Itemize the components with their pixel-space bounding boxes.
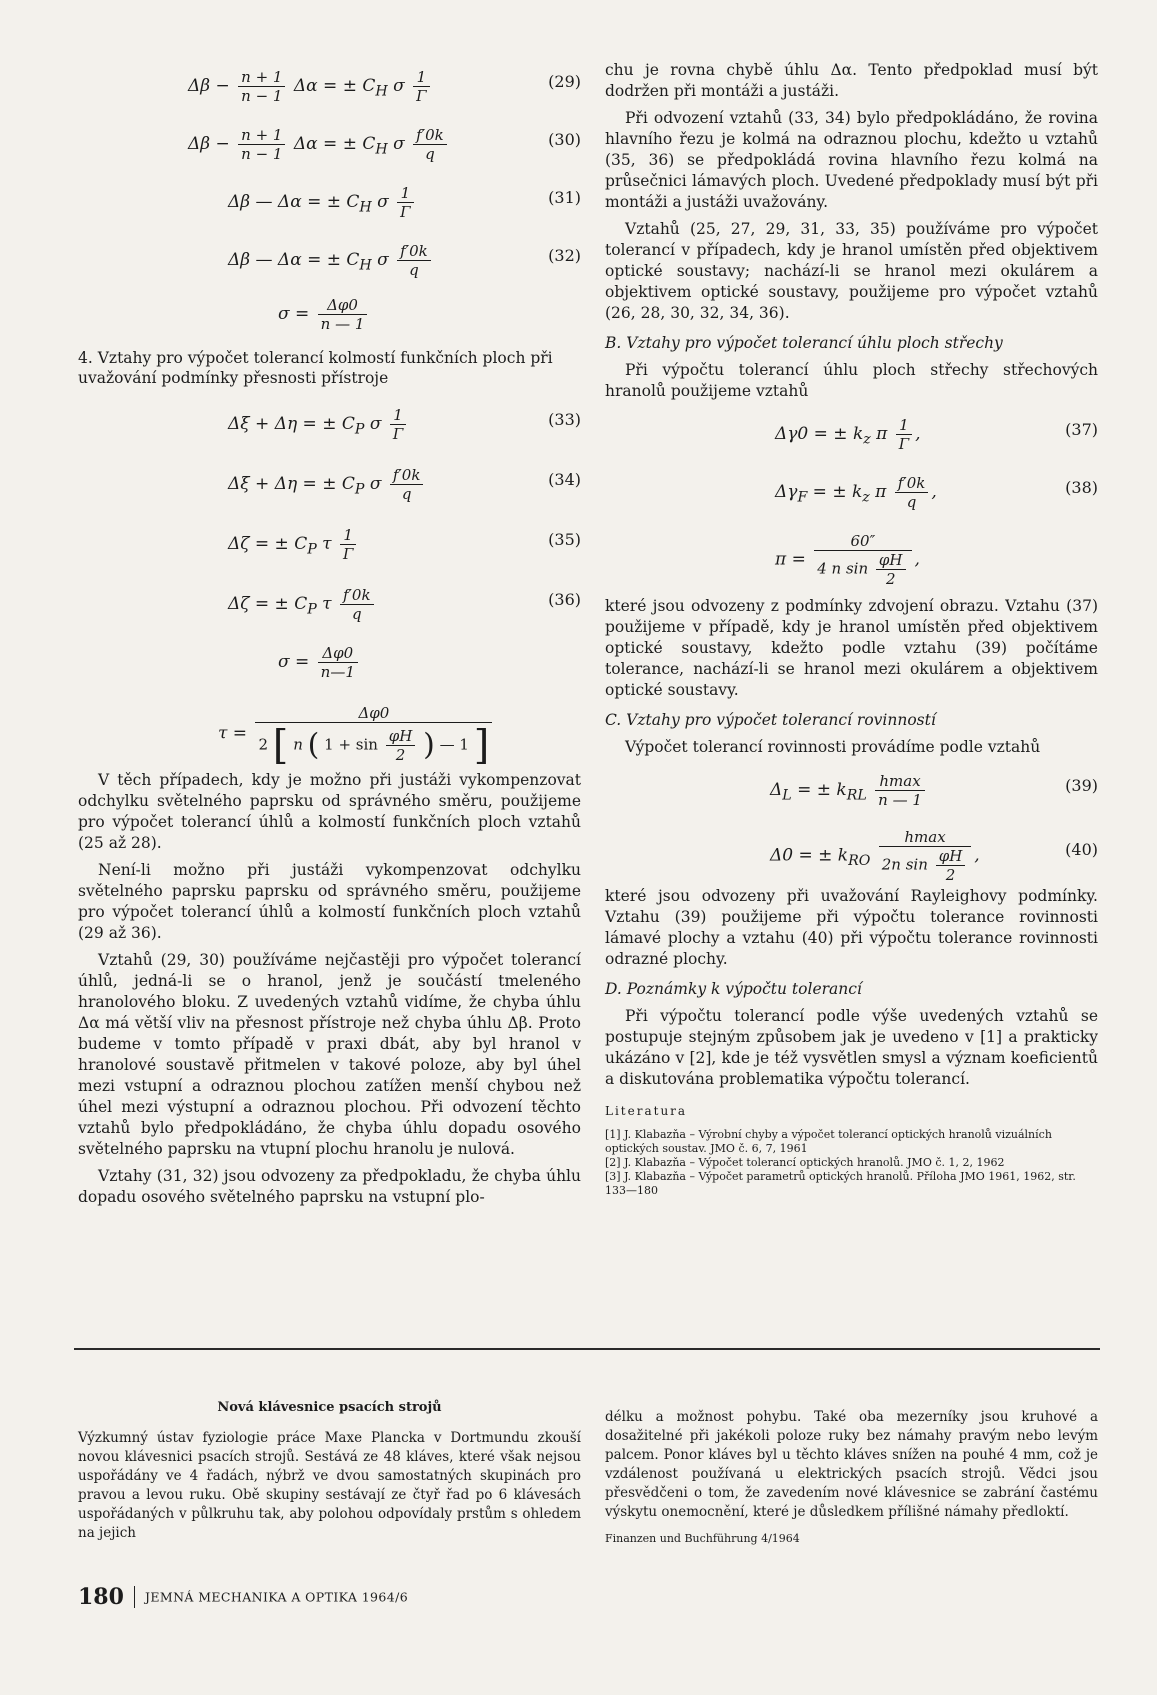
fraction-num: f′0k bbox=[397, 242, 431, 261]
fraction bbox=[397, 184, 413, 221]
eq-text: Δγ bbox=[775, 482, 798, 502]
eq-sub: RO bbox=[848, 852, 871, 869]
eq-text: τ = bbox=[218, 723, 248, 744]
fraction-den: 2 bbox=[885, 570, 896, 588]
eq-sub: z bbox=[862, 489, 870, 506]
fraction-den bbox=[879, 847, 972, 884]
eq-sub: H bbox=[359, 199, 372, 216]
equation-29 bbox=[78, 60, 581, 106]
fraction bbox=[896, 416, 912, 453]
equation-sigma-2 bbox=[78, 636, 581, 682]
section-c-heading: C. Vztahy pro výpočet tolerancí rovinností bbox=[605, 711, 936, 729]
fraction-num: f′0k bbox=[340, 586, 374, 605]
eq-sub: F bbox=[797, 489, 808, 506]
fraction-num: 1 bbox=[340, 526, 356, 545]
eq-sub: H bbox=[359, 257, 372, 274]
eq-text: Δγ0 = ± k bbox=[775, 424, 864, 444]
fraction-num: Δφ0 bbox=[318, 296, 368, 315]
eq-text: Δβ — Δα = ± C bbox=[228, 192, 360, 212]
fraction-den: Γ bbox=[392, 425, 404, 443]
eq-text: — 1 bbox=[439, 735, 469, 754]
equation-pi bbox=[605, 524, 1098, 588]
fraction-den: q bbox=[906, 493, 917, 511]
equation-sigma bbox=[78, 288, 581, 334]
fraction bbox=[318, 644, 358, 681]
equation-number: (39) bbox=[1065, 776, 1098, 795]
eq-text: π = bbox=[775, 549, 806, 570]
eq-text: , bbox=[974, 845, 980, 866]
fraction bbox=[390, 466, 424, 503]
fraction bbox=[390, 406, 406, 443]
equation-number: (38) bbox=[1065, 478, 1098, 497]
fraction-num: 60″ bbox=[814, 532, 911, 551]
fraction-den: Γ bbox=[342, 545, 354, 563]
eq-text: 1 + sin bbox=[324, 735, 378, 754]
fraction bbox=[386, 727, 416, 764]
eq-text: 4 n sin bbox=[817, 559, 869, 578]
eq-text: σ bbox=[369, 414, 382, 434]
fraction-den: q bbox=[409, 261, 419, 279]
eq-text: Δβ − bbox=[188, 134, 230, 154]
news-text: Výzkumný ústav fyziologie práce Maxe Plancka v Dortmundu zkouší novou klávesnici psacích strojů. Sestává ze 48 kláves, které však nejsou uspořádány ve 4 řadách, nýbrž ve dvou samostatných skupinách pro pravou a levou ruku. Obě skupiny sestávají ze čtyř řad po 6 klávesách uspořádaných v půlkruhu tak, aby polohou odpovídaly prstům s ohledem na jejich bbox=[78, 1430, 581, 1541]
equation-number: (30) bbox=[548, 130, 581, 149]
fraction bbox=[879, 828, 972, 884]
fraction-num: f′0k bbox=[895, 474, 929, 493]
equation-number: (29) bbox=[548, 72, 581, 91]
eq-text: Δα = ± C bbox=[293, 76, 376, 96]
fraction-den bbox=[814, 551, 911, 588]
paragraph: Vztahy (31, 32) jsou odvozeny za předpokladu, že chyba úhlu dopadu osového světelného paprsku na vstupní plo- bbox=[78, 1167, 581, 1206]
fraction-den: Γ bbox=[898, 435, 910, 453]
eq-text: , bbox=[931, 482, 937, 502]
fraction-den: n — 1 bbox=[320, 315, 365, 333]
fraction-num: f′0k bbox=[413, 126, 447, 145]
journal-name: JEMNÁ MECHANIKA A OPTIKA 1964/6 bbox=[144, 1589, 409, 1605]
paragraph: chu je rovna chybě úhlu Δα. Tento předpoklad musí být dodržen při montáži a justáži. bbox=[605, 61, 1098, 100]
eq-text: Δα = ± C bbox=[293, 134, 376, 154]
fraction-num: 1 bbox=[896, 416, 912, 435]
eq-text: π bbox=[875, 482, 887, 502]
equation-number: (31) bbox=[548, 188, 581, 207]
reference: [2] J. Klabazňa – Výpočet tolerancí optických hranolů. JMO č. 1, 2, 1962 bbox=[605, 1156, 1005, 1169]
footer-divider bbox=[134, 1586, 135, 1608]
fraction bbox=[413, 68, 429, 105]
bracket-close: ] bbox=[473, 722, 490, 769]
fraction bbox=[340, 586, 374, 623]
fraction bbox=[340, 526, 356, 563]
paragraph: Při výpočtu tolerancí podle výše uvedených vztahů se postupuje stejným způsobem jak je uvedeno v [1] a prakticky ukázáno v [2], kde je též vysvětlen smysl a význam koeficientů a diskutována problematika výpočtu tolerancí. bbox=[605, 1007, 1098, 1088]
page-number: 180 bbox=[78, 1584, 124, 1610]
fraction bbox=[318, 296, 368, 333]
news-item-left bbox=[78, 1400, 581, 1543]
eq-text: τ bbox=[322, 594, 332, 614]
fraction bbox=[238, 68, 285, 105]
fraction-num: hmax bbox=[879, 828, 972, 847]
paragraph: Vztahů (29, 30) používáme nejčastěji pro výpočet tolerancí úhlů, jedná-li se o hranol, jenž je součástí tmeleného hranolového bloku. Z uvedených vztahů vidíme, že chyba úhlu Δα má větší vliv na přesnost přístroje než chyba úhlu Δβ. Proto budeme v tomto případě v praxi dbát, aby byl hranol v hranolové soustavě přitmelen v takové poloze, aby byl úhel mezi vstupní a odraznou plochou zatížen menší chybou než úhel mezi výstupní a odraznou plochou. Při odvození těchto vztahů bylo předpokládáno, že chyba úhlu dopadu osového světelného paprsku na vtupní plochu hranolu je nulová. bbox=[78, 951, 581, 1158]
equation-36 bbox=[78, 578, 581, 624]
eq-text: = ± k bbox=[791, 780, 847, 800]
page-footer bbox=[78, 1584, 408, 1610]
paragraph: Výpočet tolerancí rovinnosti provádíme podle vztahů bbox=[625, 738, 1041, 756]
paragraph: Není-li možno při justáži vykompenzovat odchylku světelného paprsku paprsku od správného směru, použijeme pro výpočet tolerancí úhlů a kolmostí funkčních ploch vztahů (29 až 36). bbox=[78, 861, 581, 942]
news-item-right bbox=[605, 1408, 1098, 1549]
fraction-den: q bbox=[425, 145, 435, 163]
eq-text: = ± k bbox=[807, 482, 863, 502]
eq-text: Δβ − bbox=[188, 76, 230, 96]
paragraph: V těch případech, kdy je možno při justáži vykompenzovat odchylku světelného paprsku od správného směru, použijeme pro výpočet tolerancí úhlů a kolmostí funkčních ploch vztahů (25 až 28). bbox=[78, 771, 581, 852]
fraction-den: n — 1 bbox=[878, 791, 922, 809]
equation-30 bbox=[78, 118, 581, 164]
equation-number: (33) bbox=[548, 410, 581, 429]
paren-open: ( bbox=[307, 727, 320, 763]
eq-text: σ bbox=[377, 192, 389, 212]
eq-text: Δζ = ± C bbox=[228, 594, 308, 614]
fraction-num: φH bbox=[386, 727, 416, 746]
fraction-den: q bbox=[401, 485, 412, 503]
fraction-num: Δφ0 bbox=[318, 644, 358, 663]
fraction bbox=[875, 772, 925, 809]
eq-sub: H bbox=[375, 141, 388, 158]
paragraph: které jsou odvozeny z podmínky zdvojení obrazu. Vztahu (37) použijeme v případě, kdy je hranol umístěn před objektivem optické soustavy, kdežto podle vztahu (39) počítáme tolerance, nachází-li se hranol mezi okulárem a objektivem optické soustavy. bbox=[605, 597, 1098, 699]
paren-close: ) bbox=[423, 727, 435, 763]
fraction-den: 2 bbox=[395, 746, 406, 764]
eq-text: τ bbox=[322, 534, 332, 554]
equation-37 bbox=[605, 408, 1098, 454]
eq-text: σ bbox=[393, 76, 405, 96]
equation-34 bbox=[78, 458, 581, 504]
paragraph: Při odvození vztahů (33, 34) bylo předpokládáno, že rovina hlavního řezu je kolmá na odraznou plochu, kdežto u vztahů (35, 36) se předpokládá rovina hlavního řezu kolmá na průsečnici lámavých ploch. Uvedené předpoklady musí být při montáži a justáži uvažovány. bbox=[605, 109, 1098, 211]
paragraph: Vztahů (25, 27, 29, 31, 33, 35) používáme pro výpočet tolerancí v případech, kdy je hranol umístěn před objektivem optické soustavy; nachází-li se hranol mezi okulárem a objektivem optické soustavy, použijeme pro výpočet vztahů (26, 28, 30, 32, 34, 36). bbox=[605, 220, 1098, 322]
fraction-num: hmax bbox=[875, 772, 925, 791]
fraction-den bbox=[255, 722, 492, 769]
eq-text: Δξ + Δη = ± C bbox=[228, 414, 355, 434]
eq-sub: P bbox=[307, 541, 317, 558]
reference: [1] J. Klabazňa – Výrobní chyby a výpočet tolerancí optických hranolů vizuálních optických soustav. JMO č. 6, 7, 1961 bbox=[605, 1128, 1052, 1155]
fraction-num: n + 1 bbox=[238, 68, 285, 87]
eq-text: π bbox=[876, 424, 888, 444]
eq-text: σ bbox=[377, 250, 389, 270]
paragraph: Při výpočtu tolerancí úhlu ploch střechy střechových hranolů použijeme vztahů bbox=[605, 361, 1098, 400]
eq-sub: P bbox=[354, 421, 365, 438]
paragraph: které jsou odvozeny při uvažování Rayleighovy podmínky. Vztahu (39) použijeme při výpočtu tolerance rovinnosti lámavé plochy a vztahu (40) při výpočtu tolerance rovinnosti odrazné plochy. bbox=[605, 887, 1098, 968]
section-4-heading: 4. Vztahy pro výpočet tolerancí kolmostí funkčních ploch při uvažování podmínky přesnosti přístroje bbox=[78, 349, 553, 387]
eq-text: σ bbox=[369, 474, 382, 494]
eq-text: σ = bbox=[278, 652, 310, 672]
equation-tau bbox=[78, 694, 581, 769]
fraction bbox=[413, 126, 447, 163]
equation-number: (34) bbox=[548, 470, 581, 489]
news-text: délku a možnost pohybu. Také oba mezerníky jsou kruhové a dosažitelné při jakékoli poloze ruky bez námahy pravým nebo levým palcem. Ponor kláves byl u těchto kláves snížen na pouhé 4 mm, což je vzdálenost používaná u elektrických psacích strojů. Vědci jsou přesvědčeni o tom, že zavedením nové klávesnice se zabrání častému výskytu onemocnění, které je důsledkem přílišné námahy předloktí. bbox=[605, 1409, 1098, 1520]
news-source: Finanzen und Buchführung 4/1964 bbox=[605, 1532, 800, 1545]
fraction bbox=[397, 242, 431, 279]
fraction-num: n + 1 bbox=[238, 126, 285, 145]
fraction-num: 1 bbox=[397, 184, 413, 203]
eq-text: Δξ + Δη = ± C bbox=[228, 474, 355, 494]
fraction-den: 2 bbox=[945, 866, 956, 884]
fraction-num: φH bbox=[936, 847, 966, 866]
fraction-den: n − 1 bbox=[241, 87, 283, 105]
eq-sub: z bbox=[863, 431, 871, 448]
eq-text: 2n sin bbox=[881, 855, 928, 874]
equation-number: (37) bbox=[1065, 420, 1098, 439]
fraction bbox=[876, 551, 906, 588]
equation-number: (40) bbox=[1065, 840, 1098, 859]
eq-sub: H bbox=[375, 83, 388, 100]
fraction-den: n − 1 bbox=[241, 145, 283, 163]
fraction bbox=[255, 704, 492, 769]
equation-35 bbox=[78, 518, 581, 564]
equation-39 bbox=[605, 764, 1098, 810]
section-d-heading: D. Poznámky k výpočtu tolerancí bbox=[605, 980, 862, 998]
section-b-heading: B. Vztahy pro výpočet tolerancí úhlu ploch střechy bbox=[605, 334, 1003, 352]
equation-number: (32) bbox=[548, 246, 581, 265]
reference: [3] J. Klabazňa – Výpočet parametrů optických hranolů. Příloha JMO 1961, 1962, str. 133—180 bbox=[605, 1170, 1076, 1197]
equation-40 bbox=[605, 820, 1098, 886]
equation-number: (36) bbox=[548, 590, 581, 609]
fraction-num: φH bbox=[876, 551, 906, 570]
eq-text: Δ0 = ± k bbox=[770, 845, 849, 866]
fraction-num: Δφ0 bbox=[255, 704, 492, 723]
eq-text: , bbox=[914, 549, 920, 570]
eq-text: n bbox=[293, 735, 303, 754]
fraction-num: 1 bbox=[390, 406, 406, 425]
fraction-den: q bbox=[351, 605, 362, 623]
literature-heading: Literatura bbox=[605, 1104, 688, 1118]
eq-sub: L bbox=[782, 787, 792, 804]
news-title: Nová klávesnice psacích strojů bbox=[217, 1400, 442, 1415]
left-column bbox=[78, 60, 581, 1214]
eq-sub: P bbox=[354, 481, 365, 498]
right-column bbox=[605, 60, 1098, 1198]
bracket-open: [ bbox=[272, 722, 289, 769]
fraction-den: Γ bbox=[400, 203, 411, 221]
fraction-num: 1 bbox=[413, 68, 429, 87]
equation-31 bbox=[78, 176, 581, 222]
eq-sub: RL bbox=[846, 787, 867, 804]
fraction-den: n—1 bbox=[320, 663, 355, 681]
section-divider bbox=[74, 1348, 1100, 1350]
eq-sub: P bbox=[307, 601, 317, 618]
fraction bbox=[238, 126, 285, 163]
equation-38 bbox=[605, 466, 1098, 512]
eq-text: Δ bbox=[770, 780, 783, 800]
equation-32 bbox=[78, 234, 581, 280]
eq-text: , bbox=[915, 424, 921, 444]
fraction bbox=[936, 847, 966, 884]
fraction-den: Γ bbox=[416, 87, 427, 105]
fraction bbox=[814, 532, 911, 588]
eq-text: Δζ = ± C bbox=[228, 534, 308, 554]
equation-number: (35) bbox=[548, 530, 581, 549]
equation-33 bbox=[78, 398, 581, 444]
eq-text: 2 bbox=[258, 735, 269, 754]
eq-text: Δβ — Δα = ± C bbox=[228, 250, 360, 270]
eq-text: σ = bbox=[278, 304, 310, 324]
fraction-num: f′0k bbox=[390, 466, 424, 485]
eq-text: σ bbox=[393, 134, 405, 154]
fraction bbox=[895, 474, 929, 511]
